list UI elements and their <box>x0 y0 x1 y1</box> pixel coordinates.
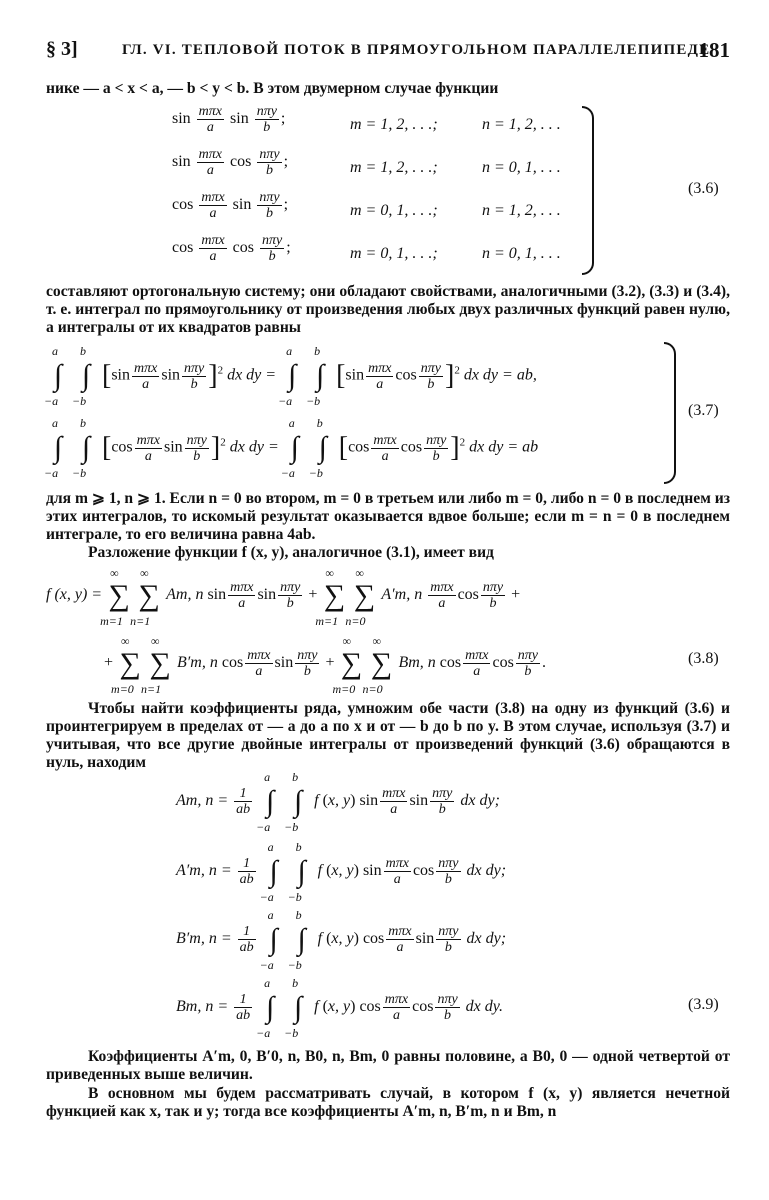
section-mark: § 3] <box>46 38 78 60</box>
fraction: $\frac{\text{mπx}}{a}$ <box>201 233 225 264</box>
right-brace <box>582 106 594 275</box>
tail: dx dy. <box>465 998 503 1016</box>
eq39-row-4: Bm, n = $\frac{1}{ab}$ ∫ a −a ∫ b −b f (x, y) cos $\frac{\text{mπx}}{a}$ cos $\frac{\text{nπy}}{b}$ dx dy. <box>176 975 503 1040</box>
page-number: 181 <box>698 38 730 62</box>
integral-sign: ∫ b −b <box>284 769 303 834</box>
lhs: Am, n = <box>176 792 229 810</box>
integral-sign: ∫ b −b <box>306 344 325 408</box>
tail: dx dy; <box>460 792 500 810</box>
n-range: n = 0, 1, . . . <box>482 245 561 262</box>
integral-sign: ∫ a −a <box>256 975 275 1040</box>
running-header <box>46 38 730 68</box>
paragraph-2: составляют ортогональную систему; они обладают свойствами, аналогичными (3.2), (3.3) и (3.4), т. е. интеграл по прямоугольнику от произведения любых двух различных функций равен нулю, а интегралы от их квадратов равны <box>46 283 730 336</box>
eq-label-3-6: (3.6) <box>688 180 719 197</box>
eq37-row-1: ∫ a −a ∫ b −b [sin $\frac{\text{mπx}}{a}$ sin $\frac{\text{nπy}}{b}$ ]$^2$ dx dy = ∫ a −a ∫ b −b [sin $\frac{\text{mπx}}{a}$ cos $\frac{\text{nπy}}{b}$ ]$^2$ dx dy = ab, <box>44 344 537 408</box>
sum-sign: ∑ ∞ m=1 <box>100 565 130 628</box>
integral-sign: ∫ b −b <box>72 416 91 480</box>
eq39-row-3: B′m, n = $\frac{1}{ab}$ ∫ a −a ∫ b −b f (x, y) cos $\frac{\text{mπx}}{a}$ sin $\frac{\text{nπy}}{b}$ dx dy; <box>176 907 507 972</box>
func: sin <box>172 110 191 128</box>
eq37-row-2: ∫ a −a ∫ b −b [cos $\frac{\text{mπx}}{a}$ sin $\frac{\text{nπy}}{b}$ ]$^2$ dx dy = ∫ a −a ∫ b −b [cos $\frac{\text{mπx}}{a}$ cos $\frac{\text{nπy}}{b}$ ]$^2$ dx dy = ab <box>44 416 539 480</box>
dxdy: dx dy = <box>227 366 277 384</box>
fraction: $\frac{\text{nπy}}{b}$ <box>256 104 277 135</box>
n-range: n = 1, 2, . . . <box>482 116 561 133</box>
coef: Am, n <box>166 586 204 604</box>
integral-sign: ∫ a −a <box>44 344 63 408</box>
m-range: m = 1, 2, . . .; <box>350 116 438 133</box>
right-brace <box>664 342 676 484</box>
fraction: $\frac{\text{mπx}}{a}$ <box>201 190 225 221</box>
m-range: m = 1, 2, . . .; <box>350 159 438 176</box>
integral-sign: ∫ b −b <box>284 975 303 1040</box>
n-range: n = 1, 2, . . . <box>482 202 561 219</box>
tail: dx dy; <box>466 930 507 948</box>
integral-sign: ∫ a −a <box>280 416 299 480</box>
coef: B′m, n <box>177 654 218 672</box>
integral-sign: ∫ b −b <box>287 839 306 904</box>
func: cos <box>172 196 194 214</box>
n-range: n = 0, 1, . . . <box>482 159 561 176</box>
eq36-row-2: sin $\frac{\text{mπx}}{a}$ cos $\frac{\text{nπy}}{b}$ ; m = 1, 2, . . .; n = 0, 1, . . . <box>172 147 561 178</box>
paragraph-4: Разложение функции f (x, y), аналогичное (3.1), имеет вид <box>88 544 494 561</box>
m-range: m = 0, 1, . . .; <box>350 245 438 262</box>
sum-sign: ∑ ∞ m=0 <box>111 633 141 696</box>
fraction: $\frac{\text{nπy}}{b}$ <box>259 190 280 221</box>
func: sin <box>172 153 191 171</box>
fraction: $\frac{\text{nπy}}{b}$ <box>262 233 283 264</box>
eq39-row-1: Am, n = $\frac{1}{ab}$ ∫ a −a ∫ b −b f (x, y) sin $\frac{\text{mπx}}{a}$ sin $\frac{\text{nπy}}{b}$ dx dy; <box>176 769 500 834</box>
eq-label-3-9: (3.9) <box>688 996 719 1013</box>
integral-sign: ∫ b −b <box>308 416 327 480</box>
sum-sign: ∑ ∞ n=1 <box>130 565 160 628</box>
paragraph-1: нике — a < x < a, — b < y < b. В этом двумерном случае функции <box>46 80 499 97</box>
paragraph-3: для m ⩾ 1, n ⩾ 1. Если n = 0 во втором, m = 0 в третьем или либо m = 0, либо n = 0 в последнем из этих интегралов, то искомый результат оказывается вдвое больше; если m = n = 0 в последнем интеграле, то его величина равна 4ab. <box>46 490 730 543</box>
coef: Bm, n <box>398 654 436 672</box>
eq-label-3-8: (3.8) <box>688 650 719 667</box>
integral-sign: ∫ a −a <box>259 839 278 904</box>
fraction: $\frac{\text{mπx}}{a}$ <box>198 104 223 135</box>
paragraph-5: Чтобы найти коэффициенты ряда, умножим обе части (3.8) на одну из функций (3.6) и проинтегрируем в пределах от — a до a по x и от — b до b по y. В этом случае, используя (3.7) и учитывая, что все другие двойные интегралы от произведений функций (3.6) обращаются в нуль, находим <box>46 700 730 771</box>
paragraph-7: В основном мы будем рассматривать случай, в котором f (x, y) является нечетной функцией как x, так и y; тогда все коэффициенты A′m, n, B′m, n и Bm, n <box>46 1085 730 1120</box>
lhs: B′m, n = <box>176 930 232 948</box>
integral-sign: ∫ a −a <box>259 907 278 972</box>
result: dx dy = ab, <box>463 366 537 384</box>
eq38-row-2: + ∑ ∞ m=0 ∑ ∞ n=1 B′m, n cos $\frac{\text{mπx}}{a}$ sin $\frac{\text{nπy}}{b}$ + ∑ ∞ m=0 ∑ ∞ n=0 Bm, n cos $\frac{\text{mπx}}{a}$ cos $\frac{\text{nπy}}{b}$ . <box>104 633 547 696</box>
func: cos <box>232 239 254 257</box>
func: sin <box>230 110 249 128</box>
sum-sign: ∑ ∞ n=0 <box>345 565 376 628</box>
eq36-row-4: cos $\frac{\text{mπx}}{a}$ cos $\frac{\text{nπy}}{b}$ ; m = 0, 1, . . .; n = 0, 1, . . . <box>172 233 561 264</box>
tail: dx dy; <box>466 862 507 880</box>
m-range: m = 0, 1, . . .; <box>350 202 438 219</box>
func: cos <box>230 153 252 171</box>
func: sin <box>232 196 252 214</box>
eq38-row-1: f (x, y) = ∑ ∞ m=1 ∑ ∞ n=1 Am, n sin $\frac{\text{mπx}}{a}$ sin $\frac{\text{nπy}}{b}$ + ∑ ∞ m=1 ∑ ∞ n=0 A′m, n $\frac{\text{mπx}}{a}$ cos $\frac{\text{nπy}}{b}$ + <box>46 565 521 628</box>
sum-sign: ∑ ∞ m=1 <box>315 565 346 628</box>
sum-sign: ∑ ∞ n=0 <box>362 633 393 696</box>
paragraph-6: Коэффициенты A′m, 0, B′0, n, B0, n, Bm, 0 равны половине, а B0, 0 — одной четвертой от приведенных выше величин. <box>46 1048 730 1083</box>
func: cos <box>172 239 194 257</box>
lhs: f (x, y) = <box>46 586 103 604</box>
sum-sign: ∑ ∞ m=0 <box>332 633 363 696</box>
fraction: $\frac{\text{mπx}}{a}$ <box>198 147 223 178</box>
eq36-row-3: cos $\frac{\text{mπx}}{a}$ sin $\frac{\text{nπy}}{b}$ ; m = 0, 1, . . .; n = 1, 2, . . . <box>172 190 561 221</box>
sum-sign: ∑ ∞ n=1 <box>141 633 171 696</box>
dxdy: dx dy = <box>229 438 279 456</box>
eq36-row-1: sin $\frac{\text{mπx}}{a}$ sin $\frac{\text{nπy}}{b}$ ; m = 1, 2, . . .; n = 1, 2, . . . <box>172 104 561 135</box>
integral-sign: ∫ a −a <box>278 344 297 408</box>
integral-sign: ∫ b −b <box>72 344 91 408</box>
coef: A′m, n <box>381 586 423 604</box>
eq-label-3-7: (3.7) <box>688 402 719 419</box>
lhs: Bm, n = <box>176 998 229 1016</box>
eq39-row-2: A′m, n = $\frac{1}{ab}$ ∫ a −a ∫ b −b f (x, y) sin $\frac{\text{mπx}}{a}$ cos $\frac{\text{nπy}}{b}$ dx dy; <box>176 839 507 904</box>
lhs: A′m, n = <box>176 862 232 880</box>
integral-sign: ∫ b −b <box>287 907 306 972</box>
result: dx dy = ab <box>469 438 539 456</box>
fraction: $\frac{\text{nπy}}{b}$ <box>259 147 280 178</box>
chapter-title: ГЛ. VI. ТЕПЛОВОЙ ПОТОК В ПРЯМОУГОЛЬНОМ ПАРАЛЛЕЛЕПИПЕДЕ <box>122 42 711 58</box>
integral-sign: ∫ a −a <box>44 416 63 480</box>
integral-sign: ∫ a −a <box>256 769 275 834</box>
